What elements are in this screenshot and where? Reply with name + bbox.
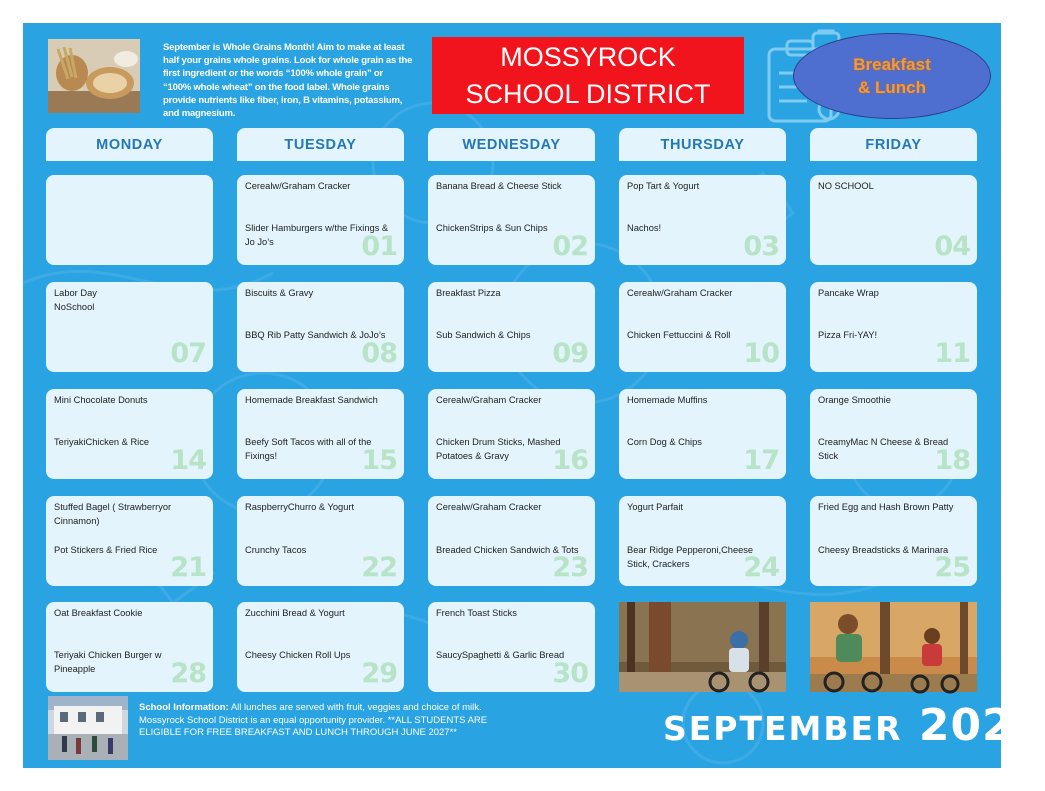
- breakfast-item: Oat Breakfast Cookie: [54, 608, 143, 618]
- header-monday: MONDAY: [46, 128, 213, 161]
- day-number: 23: [552, 552, 588, 583]
- year-label: 2026: [918, 700, 1045, 751]
- header-tuesday: TUESDAY: [237, 128, 404, 161]
- day-cell: [619, 389, 786, 479]
- day-cell: [810, 496, 977, 586]
- lunch-item: Chicken Drum Sticks, Mashed Potatoes & Gravy: [436, 437, 561, 461]
- day-cell: [810, 282, 977, 372]
- day-cell: [810, 175, 977, 265]
- day-cell: [428, 175, 595, 265]
- lunch-item: Cheesy Breadsticks & Marinara: [818, 545, 949, 555]
- day-number: 17: [743, 445, 779, 476]
- lunch-item: Cheesy Chicken Roll Ups: [245, 650, 351, 660]
- breakfast-item: French Toast Sticks: [436, 608, 517, 618]
- day-cell: [619, 496, 786, 586]
- day-number: 16: [552, 445, 588, 476]
- breakfast-item: NO SCHOOL: [818, 181, 874, 191]
- breakfast-item: Biscuits & Gravy: [245, 288, 314, 298]
- breakfast-item: Orange Smoothie: [818, 395, 891, 405]
- day-cell: [428, 282, 595, 372]
- day-number: 25: [934, 552, 970, 583]
- district-title-box: [432, 37, 744, 114]
- day-number: 14: [170, 445, 206, 476]
- bread-photo: [48, 39, 140, 113]
- day-number: 22: [361, 552, 397, 583]
- month-label: SEPTEMBER: [663, 709, 903, 748]
- breakfast-item: Cerealw/Graham Cracker: [245, 181, 351, 191]
- kids-biking-photo: [810, 602, 977, 692]
- breakfast-item: Fried Egg and Hash Brown Patty: [818, 502, 954, 512]
- breakfast-item: RaspberryChurro & Yogurt: [245, 502, 355, 512]
- breakfast-item: Pop Tart & Yogurt: [627, 181, 700, 191]
- day-cell: [46, 175, 213, 265]
- day-number: 15: [361, 445, 397, 476]
- lunch-item: Nachos!: [627, 223, 662, 233]
- day-number: 03: [743, 231, 779, 262]
- day-cell: [428, 602, 595, 692]
- lunch-item: ChickenStrips & Sun Chips: [436, 223, 548, 233]
- breakfast-item: Homemade Breakfast Sandwich: [245, 395, 378, 405]
- whole-grains-promo: September is Whole Grains Month! Aim to make at least half your grains whole grains. Look for whole grain as the first ingredient or the words “100% whole grain” or “100% whole wheat” on the food label. Whole grains provide nutrients like fiber, iron, B vitamins, potassium, and magnesium.: [163, 42, 413, 120]
- lunch-item: CreamyMac N Cheese & Bread Stick: [818, 437, 949, 461]
- breakfast-item: Cerealw/Graham Cracker: [627, 288, 733, 298]
- breakfast-lunch-label: Breakfast & Lunch: [853, 55, 931, 97]
- day-number: 11: [934, 338, 970, 369]
- day-number: 18: [934, 445, 970, 476]
- breakfast-item: Yogurt Parfait: [627, 502, 683, 512]
- lunch-item: SaucySpaghetti & Garlic Bread: [436, 650, 565, 660]
- day-cell: [46, 389, 213, 479]
- day-number: 24: [743, 552, 779, 583]
- lunch-item: TeriyakiChicken & Rice: [54, 437, 150, 447]
- school-information-label: School Information:: [139, 702, 229, 713]
- header-thursday: THURSDAY: [619, 128, 786, 161]
- header-wednesday: WEDNESDAY: [428, 128, 595, 161]
- day-cell: [428, 496, 595, 586]
- day-number: 30: [552, 658, 588, 689]
- day-cell: [428, 389, 595, 479]
- breakfast-item: Pancake Wrap: [818, 288, 879, 298]
- lunch-item: BBQ Rib Patty Sandwich & JoJo’s: [245, 330, 386, 340]
- day-cell: [619, 282, 786, 372]
- day-number: 07: [170, 338, 206, 369]
- day-number: 21: [170, 552, 206, 583]
- breakfast-item: Mini Chocolate Donuts: [54, 395, 148, 405]
- breakfast-item: Stuffed Bagel ( Strawberryor Cinnamon): [54, 502, 172, 526]
- day-number: 02: [552, 231, 588, 262]
- school-information-text: All lunches are served with fruit, veggies and choice of milk. Mossyrock School District is an equal opportunity provider. **ALL STUDENTS ARE ELIGIBLE FOR FREE BREAKFAST AND LUNCH THROUGH JUNE 2027**: [139, 702, 488, 738]
- day-number: 28: [170, 658, 206, 689]
- breakfast-item: Banana Bread & Cheese Stick: [436, 181, 562, 191]
- lunch-item: Pot Stickers & Fried Rice: [54, 545, 158, 555]
- header-friday: FRIDAY: [810, 128, 977, 161]
- day-cell: [237, 175, 404, 265]
- lunch-item: Breaded Chicken Sandwich & Tots: [436, 545, 579, 555]
- day-cell: [237, 602, 404, 692]
- district-title: MOSSYROCK SCHOOL DISTRICT: [465, 41, 711, 109]
- lunch-item: Beefy Soft Tacos with all of the Fixings!: [245, 437, 372, 461]
- lunch-item: Pizza Fri-YAY!: [818, 330, 878, 340]
- school-information: [139, 702, 529, 740]
- lunch-item: Slider Hamburgers w/the Fixings & Jo Jo’s: [245, 223, 389, 247]
- day-cell: [46, 602, 213, 692]
- day-cell: [237, 496, 404, 586]
- day-cell: [619, 175, 786, 265]
- breakfast-item: Breakfast Pizza: [436, 288, 501, 298]
- day-cell: [810, 389, 977, 479]
- lunch-item: Corn Dog & Chips: [627, 437, 702, 447]
- month-year-banner: [663, 700, 1045, 751]
- school-building-photo: [48, 696, 128, 760]
- day-number: 01: [361, 231, 397, 262]
- day-number: 04: [934, 231, 970, 262]
- day-number: 10: [743, 338, 779, 369]
- breakfast-item: Cerealw/Graham Cracker: [436, 502, 542, 512]
- day-number: 29: [361, 658, 397, 689]
- lunch-item: Crunchy Tacos: [245, 545, 307, 555]
- lunch-item: Teriyaki Chicken Burger w Pineapple: [54, 650, 162, 674]
- day-cell: [237, 282, 404, 372]
- breakfast-item: Zucchini Bread & Yogurt: [245, 608, 345, 618]
- kid-bike-photo: [619, 602, 786, 692]
- menu-sheet: [23, 23, 1045, 768]
- breakfast-item: Labor Day NoSchool: [54, 288, 97, 312]
- breakfast-item: Cerealw/Graham Cracker: [436, 395, 542, 405]
- day-number: 08: [361, 338, 397, 369]
- day-cell: [237, 389, 404, 479]
- breakfast-item: Homemade Muffins: [627, 395, 708, 405]
- lunch-item: Bear Ridge Pepperoni,Cheese Stick, Crackers: [627, 545, 754, 569]
- day-cell: [46, 282, 213, 372]
- breakfast-lunch-badge: [793, 33, 991, 119]
- lunch-item: Chicken Fettuccini & Roll: [627, 330, 731, 340]
- day-cell: [46, 496, 213, 586]
- lunch-item: Sub Sandwich & Chips: [436, 330, 531, 340]
- day-number: 09: [552, 338, 588, 369]
